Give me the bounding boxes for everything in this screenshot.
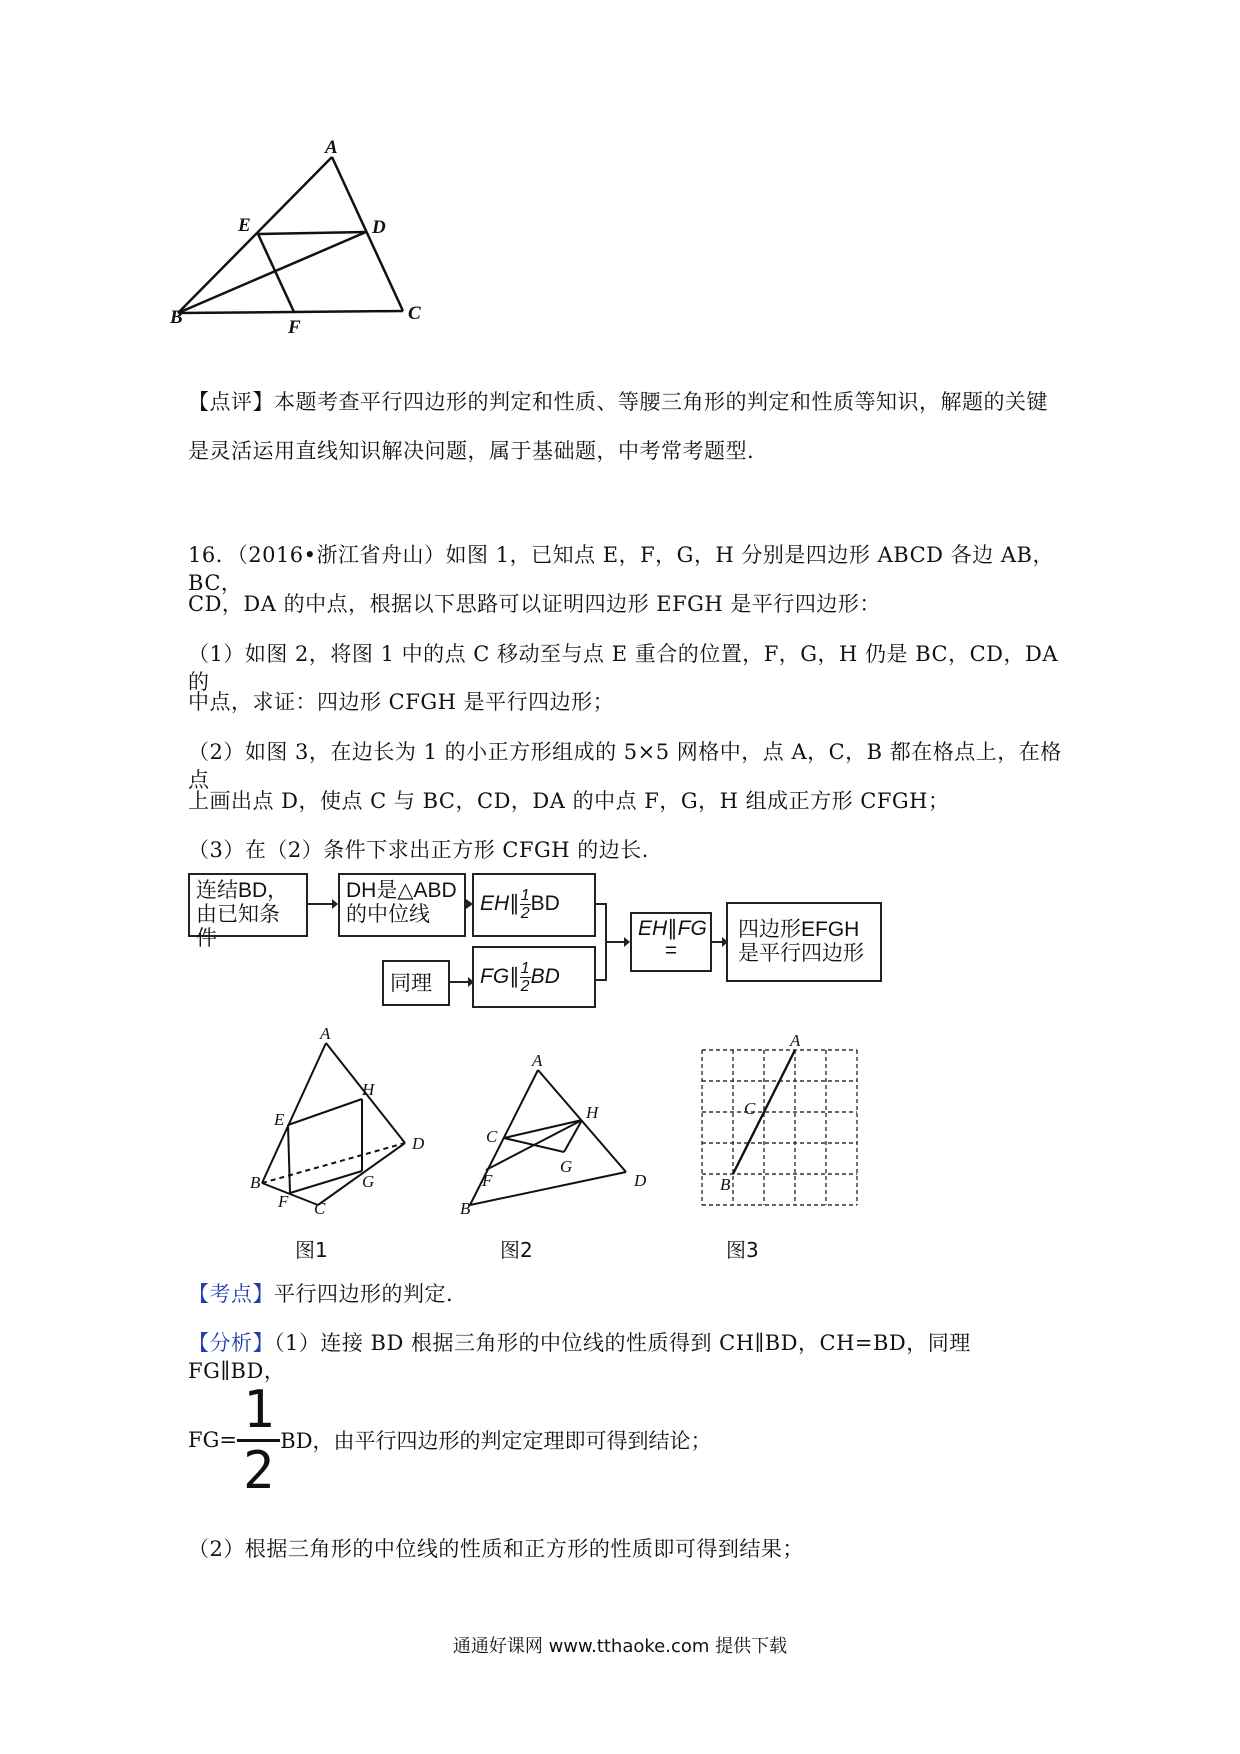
fenxi-part2: （2）根据三角形的中位线的性质和正方形的性质即可得到结果； bbox=[188, 1537, 804, 1561]
fg-prefix: FG= bbox=[188, 1428, 237, 1452]
fig3-label-c: C bbox=[744, 1099, 756, 1118]
flow-arrow-3 bbox=[450, 974, 474, 990]
segment-ef bbox=[258, 234, 294, 312]
problem-part1-line1: （1）如图 2，将图 1 中的点 C 移动至与点 E 重合的位置，F，G，H 仍是 BC，CD，DA 的 bbox=[188, 642, 1059, 694]
fig3-label-b: B bbox=[720, 1175, 731, 1194]
fig2-label-g: G bbox=[560, 1157, 573, 1176]
fig2-label-b: B bbox=[460, 1199, 471, 1215]
flow-box6-line2: = bbox=[664, 939, 678, 962]
fig2-caption: 图2 bbox=[500, 1238, 533, 1262]
flow-box-eh-fg bbox=[630, 912, 712, 972]
label-f: F bbox=[288, 317, 301, 338]
fig1-label-a: A bbox=[320, 1025, 331, 1043]
fenxi-tag: 【分析】 bbox=[188, 1331, 274, 1355]
segment-bd bbox=[178, 232, 366, 313]
footer-source: 通通好课网 www.tthaoke.com 提供下载 bbox=[452, 1636, 788, 1657]
fig2-label-a: A bbox=[532, 1051, 543, 1070]
fig1-label-e: E bbox=[274, 1110, 285, 1129]
flow-box3-prefix: EH∥ bbox=[480, 892, 520, 916]
flow-box1-line2: 由已知条件 bbox=[196, 903, 280, 950]
flow-box-midline bbox=[338, 873, 466, 937]
flow-box6-line1: EH∥FG bbox=[638, 917, 707, 940]
fg-num: 1 bbox=[237, 1381, 280, 1442]
flow-box-conclusion bbox=[726, 902, 882, 982]
flow-box5-fraction bbox=[520, 960, 531, 995]
flow-box5-prefix: FG∥ bbox=[480, 965, 520, 989]
comment-paragraph bbox=[188, 388, 1068, 416]
flow-box-fg-parallel bbox=[472, 946, 596, 1008]
fig2-label-f: F bbox=[482, 1171, 493, 1190]
segment-bc bbox=[178, 311, 403, 313]
figure-triangle-abc bbox=[170, 135, 450, 340]
fig2-label-c: C bbox=[486, 1127, 498, 1146]
segment-ac bbox=[332, 157, 403, 311]
flow-box2-line2: 的中位线 bbox=[346, 903, 430, 926]
flow-bracket-merge bbox=[596, 900, 630, 984]
fg-den: 2 bbox=[242, 1440, 275, 1501]
problem-part2-line1: （2）如图 3，在边长为 1 的小正方形组成的 5×5 网格中，点 A，C，B 都在格点上，在格点 bbox=[188, 740, 1062, 792]
fig2-label-h: H bbox=[586, 1103, 599, 1122]
fenxi-fg-line bbox=[188, 1370, 712, 1510]
fg-fraction bbox=[237, 1381, 280, 1500]
comment-line2: 是灵活运用直线知识解决问题，属于基础题，中考常考题型. bbox=[188, 439, 755, 463]
problem-line2: CD，DA 的中点，根据以下思路可以证明四边形 EFGH 是平行四边形： bbox=[188, 592, 881, 616]
label-d: D bbox=[372, 217, 386, 238]
fig3-caption: 图3 bbox=[726, 1238, 759, 1262]
fig1-label-g: G bbox=[362, 1172, 375, 1191]
flow-box7-line2: 是平行四边形 bbox=[738, 942, 864, 965]
flow-box5-suffix: BD bbox=[530, 965, 560, 989]
fg-suffix: BD，由平行四边形的判定定理即可得到结论； bbox=[280, 1429, 712, 1453]
figure-2 bbox=[460, 1050, 660, 1215]
flow-box3-num: 1 bbox=[520, 887, 530, 904]
flow-box3-fraction bbox=[520, 887, 531, 922]
fig3-label-a: A bbox=[790, 1031, 801, 1050]
label-b: B bbox=[170, 307, 183, 328]
flow-box-connect-bd bbox=[188, 873, 308, 950]
label-e: E bbox=[238, 215, 251, 236]
flow-box5-den: 2 bbox=[520, 978, 530, 995]
fig1-caption: 图1 bbox=[295, 1238, 328, 1262]
problem-part2-line2: 上画出点 D，使点 C 与 BC，CD，DA 的中点 F，G，H 组成正方形 CFGH； bbox=[188, 789, 950, 813]
flow-box2-line1: DH是△ABD bbox=[346, 879, 457, 902]
fig1-label-c: C bbox=[314, 1199, 326, 1215]
fig1-label-d: D bbox=[412, 1134, 425, 1153]
kaodian-text: 平行四边形的判定. bbox=[274, 1282, 454, 1306]
flow-box4-text: 同理 bbox=[390, 972, 432, 995]
fig2-label-d: D bbox=[634, 1171, 647, 1190]
fig1-label-f: F bbox=[278, 1192, 289, 1211]
problem-part3: （3）在（2）条件下求出正方形 CFGH 的边长. bbox=[188, 838, 649, 862]
fig1-label-h: H bbox=[362, 1080, 375, 1099]
segment-ab bbox=[178, 157, 332, 313]
flow-box3-den: 2 bbox=[520, 905, 530, 922]
fenxi-text: （1）连接 BD 根据三角形的中位线的性质得到 CH∥BD，CH=BD，同理 FG∥BD， bbox=[188, 1331, 971, 1383]
label-c: C bbox=[408, 303, 421, 324]
flow-arrow-1 bbox=[308, 896, 338, 912]
figure-1 bbox=[250, 1025, 440, 1215]
flow-box-eh-parallel bbox=[472, 873, 596, 937]
flow-box5-num: 1 bbox=[520, 960, 530, 977]
problem-line1: 16．（2016•浙江省舟山）如图 1，已知点 E，F，G，H 分别是四边形 ABCD 各边 AB，BC， bbox=[188, 543, 1054, 595]
problem-part1-line2: 中点，求证：四边形 CFGH 是平行四边形； bbox=[188, 690, 615, 714]
kaodian-tag: 【考点】 bbox=[188, 1282, 274, 1306]
flow-box3-suffix: BD bbox=[530, 892, 560, 916]
fig1-label-b: B bbox=[250, 1173, 261, 1192]
segment-ed bbox=[258, 232, 366, 234]
flow-box7-line1: 四边形EFGH bbox=[738, 918, 860, 941]
flow-box1-line1: 连结BD， bbox=[196, 879, 289, 902]
figure-3-grid bbox=[690, 1030, 870, 1215]
comment-line1: 本题考查平行四边形的判定和性质、等腰三角形的判定和性质等知识，解题的关键 bbox=[274, 390, 1048, 414]
flow-box-same-reason bbox=[382, 960, 450, 1006]
comment-tag: 【点评】 bbox=[188, 390, 274, 414]
label-a: A bbox=[325, 137, 338, 158]
kaodian-line bbox=[188, 1280, 1068, 1308]
